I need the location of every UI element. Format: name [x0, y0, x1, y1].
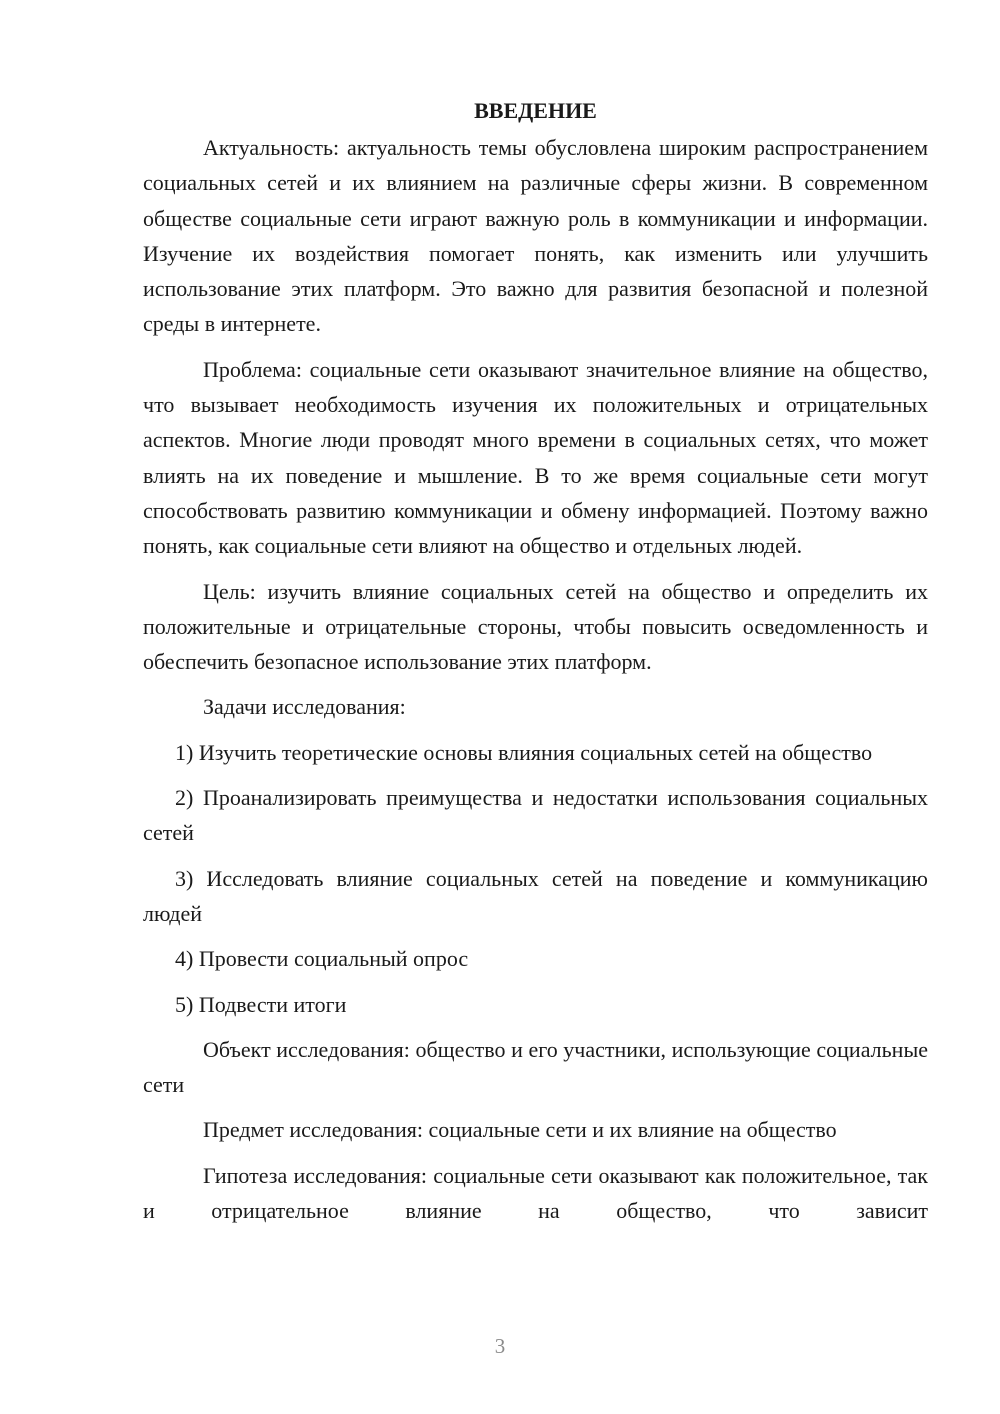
hypothesis-paragraph: Гипотеза исследования: социальные сети оказывают как положительное, так и отрицательное влияние на общество, что зависит	[143, 1162, 928, 1224]
subject-paragraph: Предмет исследования: социальные сети и их влияние на общество	[203, 1117, 837, 1143]
task-item-2: 2) Проанализировать преимущества и недостатки использования социальных сетей	[143, 785, 928, 846]
goal-paragraph: Цель: изучить влияние социальных сетей на общество и определить их положительные и отрицательные стороны, чтобы повысить осведомленность и обеспечить безопасное использование этих платформ.	[143, 578, 928, 675]
page-number: 3	[494, 1334, 506, 1358]
task-item-5: 5) Подвести итоги	[175, 991, 347, 1017]
object-paragraph: Объект исследования: общество и его участники, использующие социальные сети	[143, 1036, 928, 1098]
problem-paragraph: Проблема: социальные сети оказывают значительное влияние на общество, что вызывает необходимость изучения их положительных и отрицательных аспектов. Многие люди проводят много времени в социальных сетях, что может влиять на их поведение и мышление. В то же время социальные сети могут способствовать развитию коммуникации и обмену информацией. Поэтому важно понять, как социальные сети влияют на общество и отдельных людей.	[143, 356, 928, 559]
page-content	[143, 92, 928, 1238]
task-item-4: 4) Провести социальный опрос	[175, 946, 469, 972]
task-item-1: 1) Изучить теоретические основы влияния социальных сетей на общество	[175, 739, 873, 765]
tasks-heading: Задачи исследования:	[203, 694, 406, 720]
relevance-paragraph: Актуальность: актуальность темы обусловлена широким распространением социальных сетей и их влиянием на различные сферы жизни. В современном обществе социальные сети играют важную роль в коммуникации и информации. Изучение их воздействия помогает понять, как изменить или улучшить использование этих платформ. Это важно для развития безопасной и полезной среды в интернете.	[143, 135, 928, 337]
task-item-3: 3) Исследовать влияние социальных сетей на поведение и коммуникацию людей	[143, 865, 928, 926]
section-title: ВВЕДЕНИЕ	[474, 98, 597, 123]
